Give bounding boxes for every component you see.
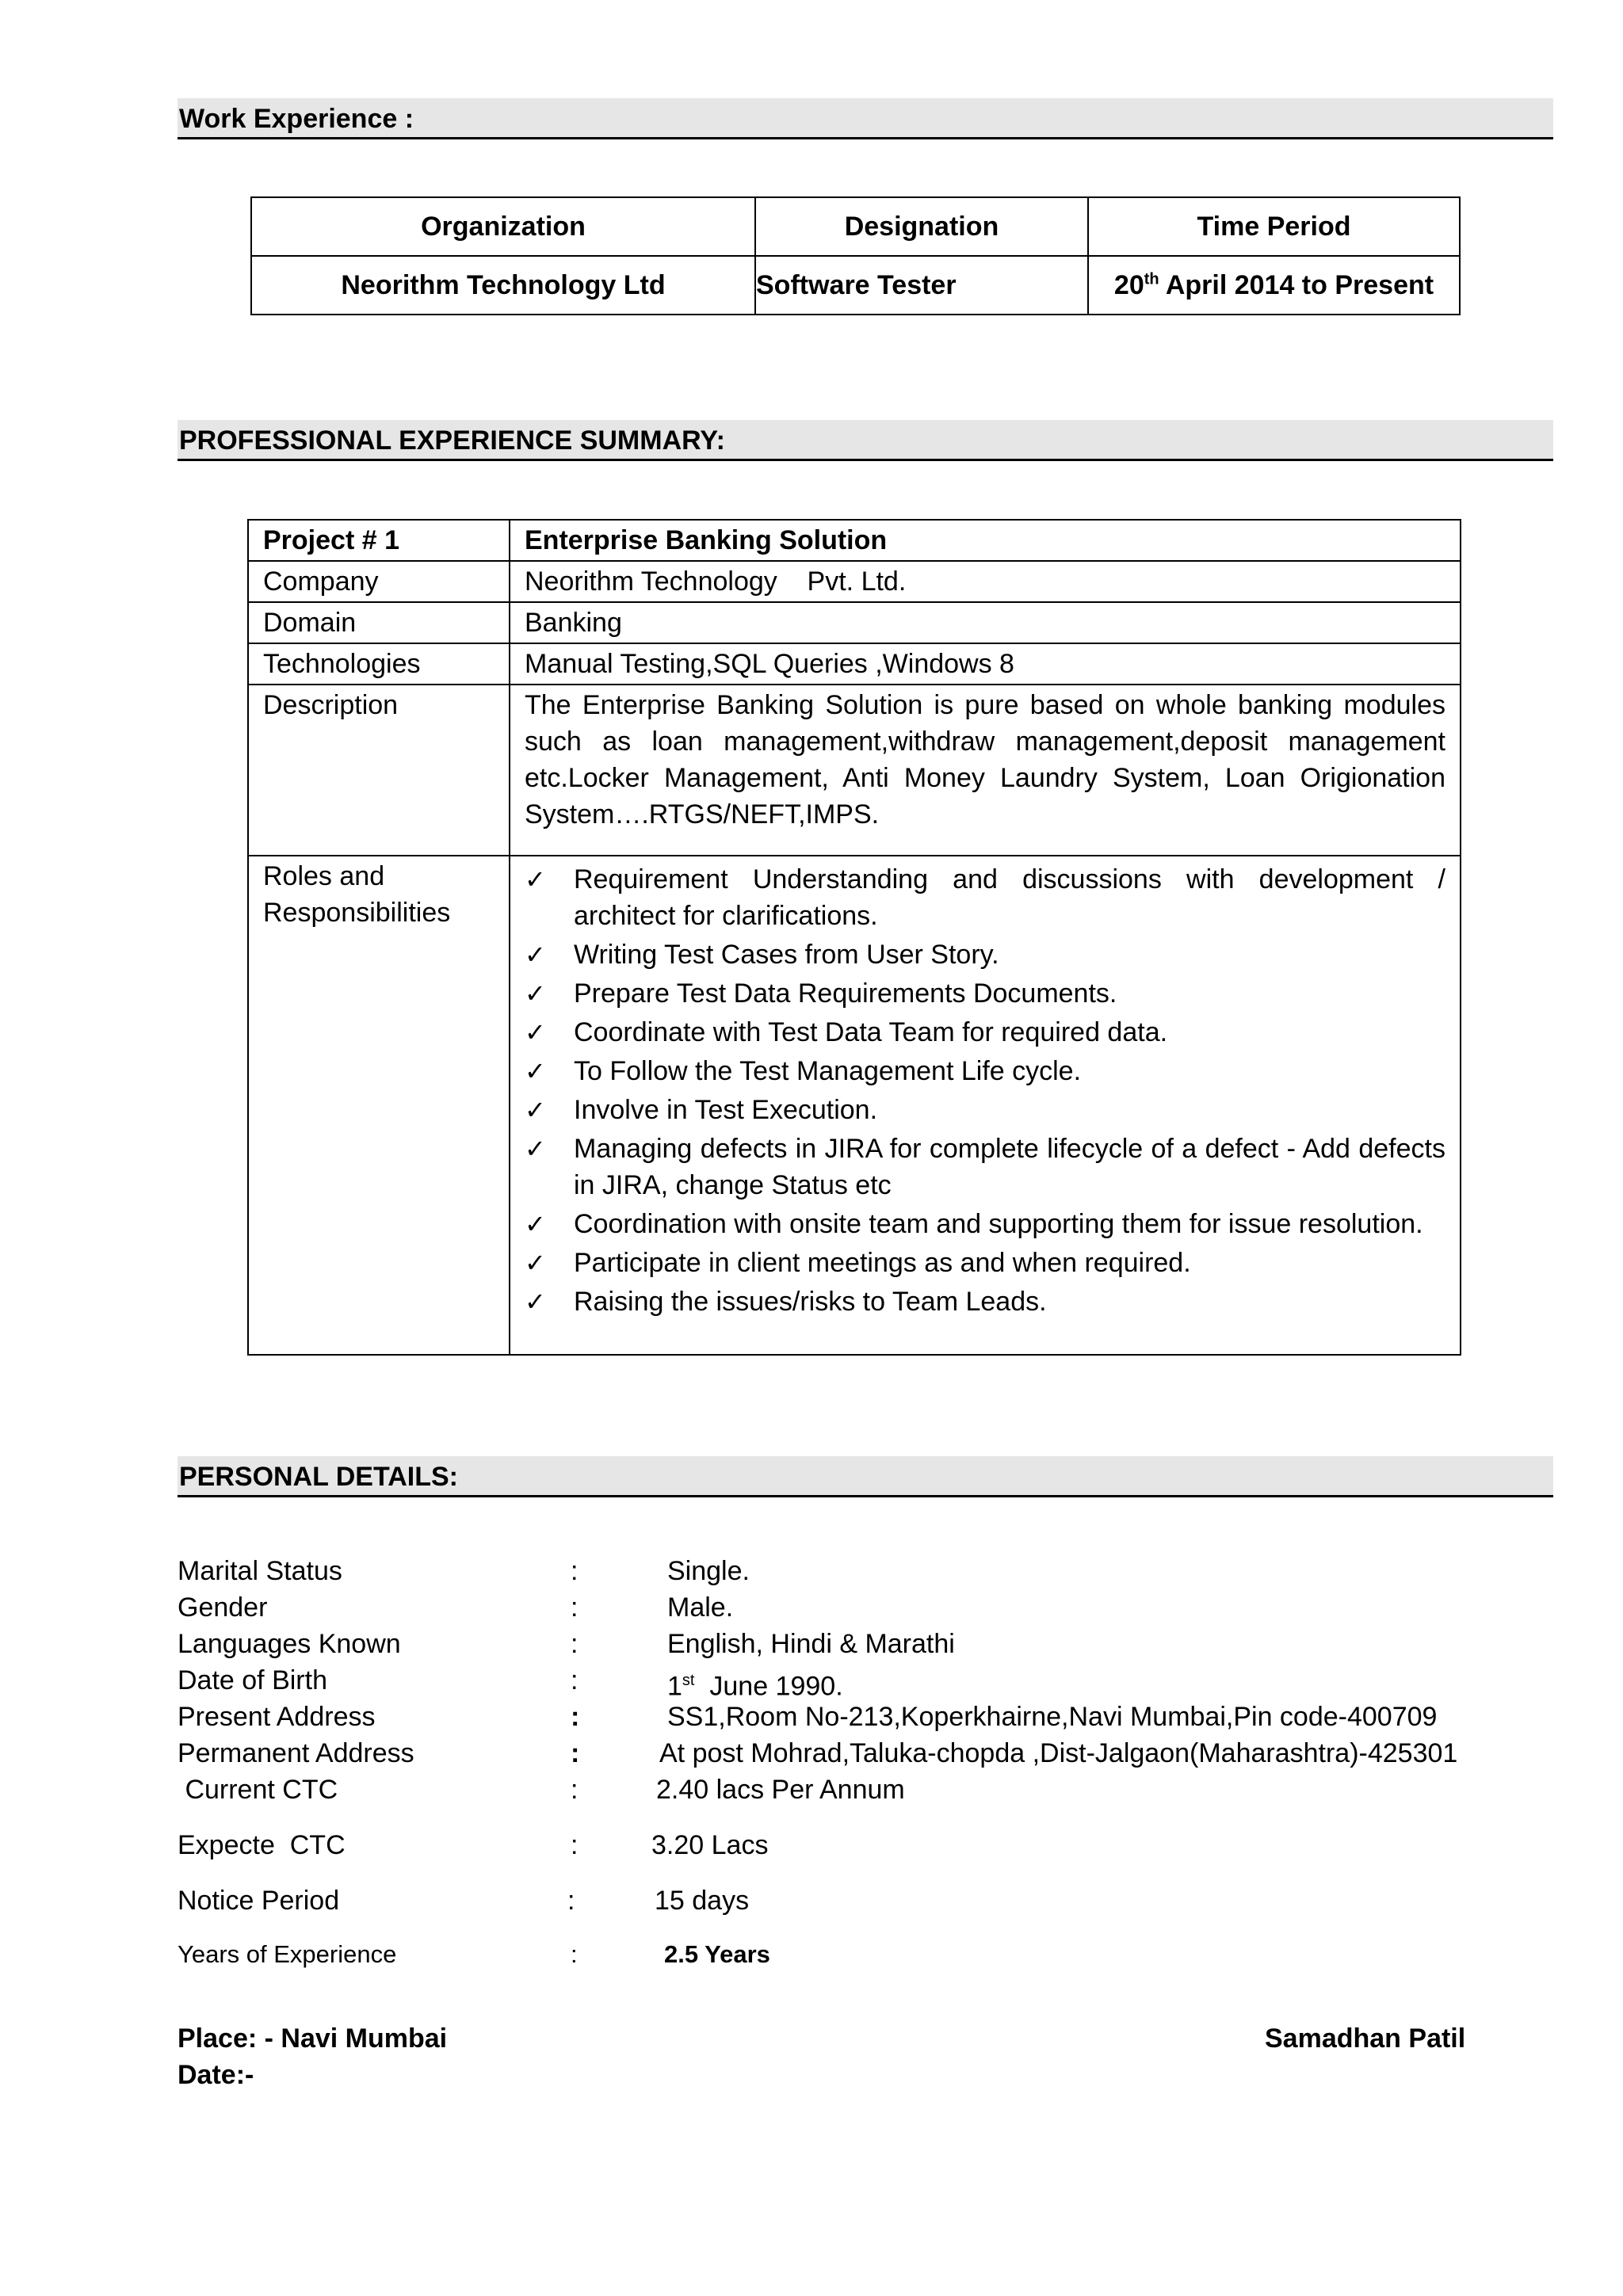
roles-value xyxy=(510,856,1461,1355)
domain-value: Banking xyxy=(510,602,1461,643)
organization-cell: Neorithm Technology Ltd xyxy=(251,256,755,315)
list-item xyxy=(525,1245,1445,1281)
gender-value: Male. xyxy=(667,1592,734,1623)
roles-list xyxy=(525,861,1445,1320)
role-text: To Follow the Test Management Life cycle. xyxy=(574,1056,1082,1086)
checkmark-icon: ✓ xyxy=(525,1134,546,1164)
gender-label: Gender xyxy=(178,1592,268,1623)
project-name: Enterprise Banking Solution xyxy=(510,520,1461,561)
role-text: Participate in client meetings as and when required. xyxy=(574,1248,1191,1278)
colon: : xyxy=(571,1592,579,1623)
role-text: Requirement Understanding and discussions with development / architect for clarifications. xyxy=(574,864,1445,931)
dob-suffix: st xyxy=(682,1672,695,1689)
checkmark-icon: ✓ xyxy=(525,1287,546,1317)
column-header-organization: Organization xyxy=(251,197,755,256)
roles-label-line-2: Responsibilities xyxy=(263,898,451,928)
checkmark-icon: ✓ xyxy=(525,978,546,1009)
checkmark-icon: ✓ xyxy=(525,940,546,970)
role-text: Managing defects in JIRA for complete lifecycle of a defect - Add defects in JIRA, change Status etc xyxy=(574,1134,1445,1200)
role-text: Raising the issues/risks to Team Leads. xyxy=(574,1287,1047,1317)
role-text: Writing Test Cases from User Story. xyxy=(574,940,999,970)
present-address-label: Present Address xyxy=(178,1702,376,1732)
work-experience-header: Work Experience : xyxy=(178,98,1553,139)
table-header-row xyxy=(251,197,1460,256)
years-experience-value: 2.5 Years xyxy=(664,1940,770,1968)
roles-label xyxy=(248,856,510,1355)
domain-label: Domain xyxy=(248,602,510,643)
colon: : xyxy=(571,1702,580,1732)
colon: : xyxy=(571,1665,579,1695)
languages-value: English, Hindi & Marathi xyxy=(667,1629,955,1659)
marital-status-value: Single. xyxy=(667,1556,750,1586)
colon: : xyxy=(571,1830,579,1860)
role-text: Coordination with onsite team and supporting them for issue resolution. xyxy=(574,1209,1423,1239)
notice-period-value: 15 days xyxy=(655,1886,750,1916)
roles-row xyxy=(248,856,1461,1355)
list-item xyxy=(525,936,1445,973)
checkmark-icon: ✓ xyxy=(525,1248,546,1278)
column-header-time-period: Time Period xyxy=(1088,197,1460,256)
place-text: Place: - Navi Mumbai xyxy=(178,2023,448,2054)
years-experience-label: Years of Experience xyxy=(178,1940,397,1968)
list-item xyxy=(525,1092,1445,1128)
colon: : xyxy=(571,1556,579,1586)
designation-cell: Software Tester xyxy=(755,256,1088,315)
description-value: The Enterprise Banking Solution is pure based on whole banking modules such as loan management,withdraw management,deposit management etc.Locker Management, Anti Money Laundry System, Loan Origionation System….RTGS/NEFT,IMPS. xyxy=(510,685,1461,856)
colon: : xyxy=(571,1738,580,1768)
list-item xyxy=(525,861,1445,934)
checkmark-icon: ✓ xyxy=(525,1056,546,1086)
languages-label: Languages Known xyxy=(178,1629,401,1659)
dob-label: Date of Birth xyxy=(178,1665,327,1695)
period-day: 20 xyxy=(1113,269,1144,300)
work-experience-table xyxy=(250,196,1461,315)
expected-ctc-label: Expecte CTC xyxy=(178,1830,346,1860)
checkmark-icon: ✓ xyxy=(525,1209,546,1239)
marital-status-label: Marital Status xyxy=(178,1556,342,1586)
technologies-label: Technologies xyxy=(248,643,510,685)
present-address-value: SS1,Room No-213,Koperkhairne,Navi Mumbai,Pin code-400709 xyxy=(667,1702,1438,1732)
personal-details-header: PERSONAL DETAILS: xyxy=(178,1456,1553,1497)
company-row xyxy=(248,561,1461,602)
list-item xyxy=(525,1053,1445,1089)
list-item xyxy=(525,1283,1445,1320)
project-table xyxy=(247,519,1461,1356)
period-rest: April 2014 to Present xyxy=(1159,269,1434,300)
current-ctc-label: Current CTC xyxy=(178,1775,338,1805)
colon: : xyxy=(571,1940,578,1968)
role-text: Prepare Test Data Requirements Documents. xyxy=(574,978,1117,1009)
table-row xyxy=(251,256,1460,315)
column-header-designation: Designation xyxy=(755,197,1088,256)
list-item xyxy=(525,1206,1445,1242)
colon: : xyxy=(567,1886,575,1916)
description-label: Description xyxy=(248,685,510,856)
company-value: Neorithm Technology Pvt. Ltd. xyxy=(510,561,1461,602)
time-period-cell xyxy=(1088,256,1460,315)
role-text: Coordinate with Test Data Team for required data. xyxy=(574,1017,1168,1047)
list-item xyxy=(525,1014,1445,1051)
professional-summary-header: PROFESSIONAL EXPERIENCE SUMMARY: xyxy=(178,420,1553,461)
project-row xyxy=(248,520,1461,561)
dob-rest: June 1990. xyxy=(694,1671,843,1702)
domain-row xyxy=(248,602,1461,643)
list-item xyxy=(525,975,1445,1012)
signatory-name: Samadhan Patil xyxy=(1265,2023,1466,2054)
colon: : xyxy=(571,1629,579,1659)
permanent-address-label: Permanent Address xyxy=(178,1738,414,1768)
role-text: Involve in Test Execution. xyxy=(574,1095,878,1125)
period-suffix: th xyxy=(1144,270,1159,288)
roles-label-line-1: Roles and xyxy=(263,861,385,891)
list-item xyxy=(525,1131,1445,1203)
date-text: Date:- xyxy=(178,2060,254,2090)
project-label: Project # 1 xyxy=(248,520,510,561)
description-row xyxy=(248,685,1461,856)
permanent-address-value: At post Mohrad,Taluka-chopda ,Dist-Jalgaon(Maharashtra)-425301 xyxy=(659,1738,1458,1768)
checkmark-icon: ✓ xyxy=(525,1095,546,1125)
checkmark-icon: ✓ xyxy=(525,864,546,894)
notice-period-label: Notice Period xyxy=(178,1886,340,1916)
technologies-value: Manual Testing,SQL Queries ,Windows 8 xyxy=(510,643,1461,685)
technologies-row xyxy=(248,643,1461,685)
current-ctc-value: 2.40 lacs Per Annum xyxy=(656,1775,905,1805)
colon: : xyxy=(571,1775,579,1805)
checkmark-icon: ✓ xyxy=(525,1017,546,1047)
company-label: Company xyxy=(248,561,510,602)
dob-day: 1 xyxy=(667,1671,682,1702)
expected-ctc-value: 3.20 Lacs xyxy=(651,1830,769,1860)
